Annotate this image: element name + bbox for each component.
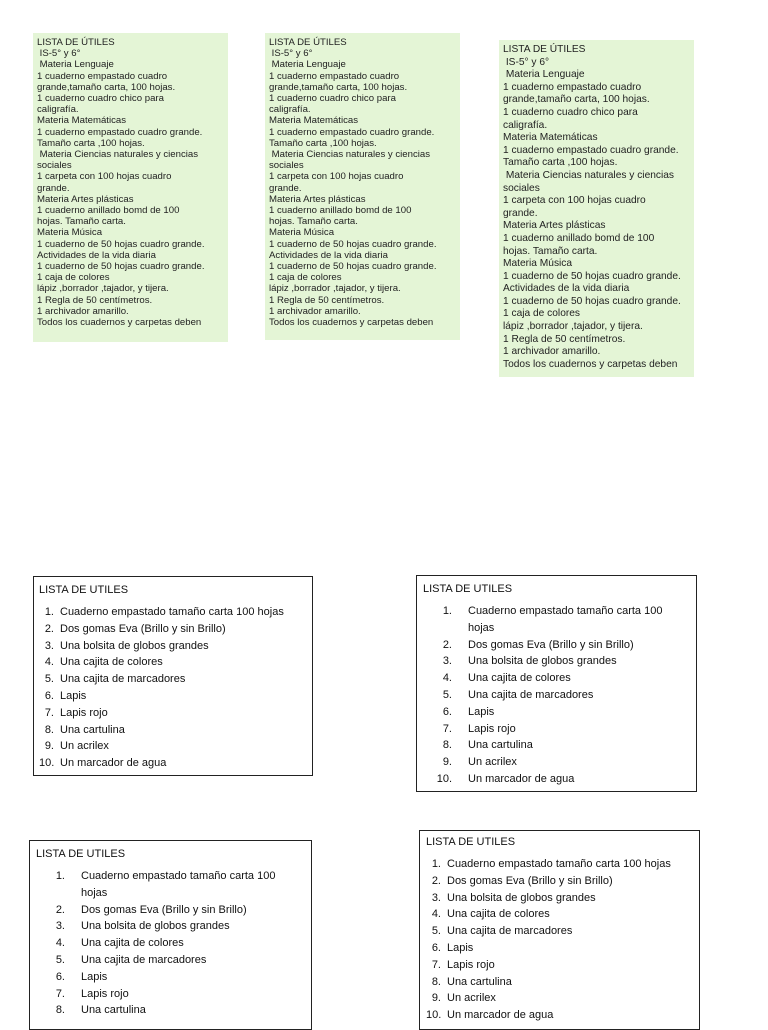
item-number: 10. bbox=[426, 1009, 442, 1022]
item-text: Cuaderno empastado tamaño carta 100 hojas bbox=[60, 606, 284, 618]
item-number: 5. bbox=[442, 688, 452, 701]
list-line: 1 cuaderno de 50 hojas cuadro grande. bbox=[503, 295, 681, 307]
list-line: 1 cuaderno de 50 hojas cuadro grande. bbox=[503, 270, 681, 282]
item-text: Una cajita de colores bbox=[468, 672, 571, 685]
list-item bbox=[48, 918, 311, 935]
list-line: LISTA DE ÚTILES bbox=[37, 37, 115, 48]
list-line: grande. bbox=[37, 182, 70, 194]
list-line: grande,tamaño carta, 100 hojas. bbox=[37, 81, 176, 93]
item-text: Lapis rojo bbox=[60, 706, 108, 719]
supply-list-box-1 bbox=[33, 576, 313, 776]
list-line: 1 Regla de 50 centímetros. bbox=[37, 294, 153, 306]
list-line: 1 cuaderno de 50 hojas cuadro grande. bbox=[37, 238, 205, 250]
item-text: Una cajita de marcadores bbox=[447, 925, 573, 938]
list-line: hojas. Tamaño carta. bbox=[503, 245, 598, 257]
list-line: Materia Ciencias naturales y ciencias bbox=[503, 169, 675, 181]
item-number: 1. bbox=[431, 858, 441, 870]
list-line: Actividades de la vida diaria bbox=[37, 249, 156, 261]
list-item bbox=[39, 688, 312, 705]
list-item bbox=[426, 940, 699, 957]
item-number: 4. bbox=[44, 656, 54, 669]
supply-list-card-green-2 bbox=[265, 33, 460, 340]
item-text: Lapis bbox=[60, 689, 87, 702]
item-number: 1. bbox=[442, 605, 452, 617]
list-line: sociales bbox=[503, 182, 540, 194]
item-number: 2. bbox=[55, 903, 65, 916]
item-number: 6. bbox=[431, 941, 441, 954]
list-line: Materia Ciencias naturales y ciencias bbox=[37, 149, 199, 161]
item-number: 4. bbox=[431, 908, 441, 921]
list-line: Materia Matemáticas bbox=[269, 115, 359, 127]
list-item bbox=[39, 755, 312, 772]
list-line: 1 cuaderno de 50 hojas cuadro grande. bbox=[269, 238, 437, 250]
item-number: 6. bbox=[44, 689, 54, 702]
item-number: 6. bbox=[442, 705, 452, 718]
item-number: 9. bbox=[442, 756, 452, 769]
list-item bbox=[48, 935, 311, 952]
list-line: 1 cuaderno cuadro chico para bbox=[37, 93, 164, 105]
list-line: 1 archivador amarillo. bbox=[269, 305, 361, 317]
list-item bbox=[39, 738, 312, 755]
list-line: Materia Artes plásticas bbox=[37, 193, 134, 205]
item-text: Un marcador de agua bbox=[468, 772, 575, 785]
list-line: 1 cuaderno empastado cuadro bbox=[503, 81, 642, 93]
list-line: 1 Regla de 50 centímetros. bbox=[269, 294, 385, 306]
item-text: Lapis bbox=[468, 705, 495, 718]
list-item bbox=[39, 671, 312, 688]
list-item bbox=[426, 974, 699, 991]
list-line: Materia Música bbox=[269, 227, 335, 239]
list-line: Todos los cuadernos y carpetas deben bbox=[37, 317, 202, 329]
list-line: caligrafía. bbox=[503, 119, 548, 131]
list-line: 1 carpeta con 100 hojas cuadro bbox=[269, 171, 404, 183]
list-line: Materia Matemáticas bbox=[37, 115, 127, 127]
list-line: IS-5° y 6° bbox=[503, 56, 550, 68]
list-line: grande,tamaño carta, 100 hojas. bbox=[503, 94, 650, 106]
list-item bbox=[435, 637, 696, 654]
list-line: grande,tamaño carta, 100 hojas. bbox=[269, 81, 408, 93]
list-line: Materia Lenguaje bbox=[37, 59, 114, 71]
list-item bbox=[435, 771, 696, 788]
item-number: 10. bbox=[39, 757, 55, 770]
list-line: Materia Ciencias naturales y ciencias bbox=[269, 149, 431, 161]
item-number: 2. bbox=[431, 874, 441, 887]
item-number: 3. bbox=[431, 891, 441, 904]
item-text: Una bolsita de globos grandes bbox=[468, 655, 617, 668]
list-line: Materia Música bbox=[503, 258, 573, 270]
item-text: Cuaderno empastado tamaño carta 100 hojas bbox=[81, 870, 276, 899]
list-item bbox=[426, 856, 699, 873]
list-line: Materia Lenguaje bbox=[269, 59, 346, 71]
list-item bbox=[426, 906, 699, 923]
list-line: lápiz ,borrador ,tajador, y tijera. bbox=[269, 283, 401, 295]
list-title: LISTA DE UTILES bbox=[36, 848, 126, 860]
item-text: Dos gomas Eva (Brillo y sin Brillo) bbox=[81, 903, 247, 916]
item-text: Un acrilex bbox=[447, 992, 496, 1005]
list-item bbox=[435, 737, 696, 754]
item-number: 8. bbox=[44, 723, 54, 736]
list-line: Materia Lenguaje bbox=[503, 69, 585, 81]
list-line: Materia Música bbox=[37, 227, 103, 239]
list-line: Actividades de la vida diaria bbox=[503, 283, 630, 295]
item-text: Lapis rojo bbox=[81, 987, 129, 1000]
list-item bbox=[435, 704, 696, 721]
item-text: Una cartulina bbox=[60, 723, 125, 736]
list-item bbox=[426, 923, 699, 940]
list-line: Materia Artes plásticas bbox=[503, 220, 606, 232]
list-item bbox=[426, 990, 699, 1007]
item-text: Cuaderno empastado tamaño carta 100 hojas bbox=[447, 858, 671, 870]
list-title: LISTA DE UTILES bbox=[426, 836, 516, 848]
list-line: 1 cuaderno de 50 hojas cuadro grande. bbox=[269, 261, 437, 273]
item-text: Lapis rojo bbox=[468, 722, 516, 735]
list-item bbox=[426, 1007, 699, 1024]
list-item bbox=[48, 868, 311, 902]
item-text: Una cajita de colores bbox=[60, 656, 163, 669]
list-line: caligrafía. bbox=[37, 104, 79, 116]
item-number: 10. bbox=[436, 772, 452, 785]
list-line: LISTA DE ÚTILES bbox=[269, 37, 347, 48]
item-text: Una cajita de colores bbox=[81, 937, 184, 950]
item-number: 3. bbox=[55, 920, 65, 933]
item-number: 7. bbox=[44, 706, 54, 719]
list-item bbox=[435, 721, 696, 738]
list-line: grande. bbox=[269, 182, 302, 194]
item-number: 2. bbox=[44, 622, 54, 635]
list-line: Todos los cuadernos y carpetas deben bbox=[503, 358, 678, 370]
item-text: Una cartulina bbox=[447, 975, 512, 988]
item-number: 1. bbox=[55, 870, 65, 882]
item-text: Un acrilex bbox=[60, 740, 109, 753]
item-number: 8. bbox=[55, 1004, 65, 1017]
item-text: Cuaderno empastado tamaño carta 100 hojas bbox=[468, 605, 663, 634]
item-number: 5. bbox=[55, 953, 65, 966]
list-line: 1 cuaderno empastado cuadro bbox=[37, 70, 168, 82]
list-line: 1 cuaderno de 50 hojas cuadro grande. bbox=[37, 261, 205, 273]
list-line: IS-5° y 6° bbox=[269, 48, 313, 60]
item-text: Una bolsita de globos grandes bbox=[81, 920, 230, 933]
list-line: Todos los cuadernos y carpetas deben bbox=[269, 317, 434, 329]
supply-list-box-3 bbox=[29, 840, 312, 1030]
list-line: 1 cuaderno anillado bomd de 100 bbox=[503, 232, 655, 244]
list-line: 1 caja de colores bbox=[503, 308, 581, 320]
list-line: Materia Matemáticas bbox=[503, 132, 598, 144]
list-line: 1 cuaderno empastado cuadro grande. bbox=[503, 144, 679, 156]
list-item bbox=[39, 604, 312, 621]
list-item bbox=[426, 957, 699, 974]
item-number: 7. bbox=[55, 987, 65, 1000]
list-line: 1 caja de colores bbox=[269, 272, 342, 284]
list-item bbox=[48, 969, 311, 986]
supply-items bbox=[36, 868, 311, 1019]
item-text: Dos gomas Eva (Brillo y sin Brillo) bbox=[447, 874, 613, 887]
item-text: Una cajita de marcadores bbox=[81, 953, 207, 966]
list-item bbox=[435, 754, 696, 771]
item-number: 9. bbox=[44, 740, 54, 753]
item-text: Una cartulina bbox=[468, 739, 533, 752]
list-line: grande. bbox=[503, 207, 538, 219]
item-text: Una bolsita de globos grandes bbox=[60, 639, 209, 652]
supply-list-card-green-3 bbox=[499, 40, 694, 377]
list-item bbox=[426, 890, 699, 907]
item-text: Una cajita de colores bbox=[447, 908, 550, 921]
list-line: Actividades de la vida diaria bbox=[269, 249, 388, 261]
item-number: 4. bbox=[55, 937, 65, 950]
list-item bbox=[48, 952, 311, 969]
list-line: 1 cuaderno cuadro chico para bbox=[269, 93, 396, 105]
list-line: 1 cuaderno empastado cuadro bbox=[269, 70, 400, 82]
list-line: 1 archivador amarillo. bbox=[503, 346, 601, 358]
item-text: Lapis rojo bbox=[447, 958, 495, 971]
item-number: 7. bbox=[442, 722, 452, 735]
item-number: 1. bbox=[44, 606, 54, 618]
list-line: hojas. Tamaño carta. bbox=[269, 216, 358, 228]
list-item bbox=[48, 1002, 311, 1019]
item-text: Una cajita de marcadores bbox=[468, 688, 594, 701]
list-line: 1 cuaderno anillado bomd de 100 bbox=[37, 205, 180, 217]
item-number: 4. bbox=[442, 672, 452, 685]
list-line: hojas. Tamaño carta. bbox=[37, 216, 126, 228]
item-text: Una cajita de marcadores bbox=[60, 673, 186, 686]
list-line: caligrafía. bbox=[269, 104, 311, 116]
list-line: LISTA DE ÚTILES bbox=[503, 44, 586, 55]
list-line: 1 cuaderno cuadro chico para bbox=[503, 106, 638, 118]
list-item bbox=[39, 722, 312, 739]
list-item bbox=[48, 986, 311, 1003]
list-line: 1 carpeta con 100 hojas cuadro bbox=[503, 195, 646, 207]
item-text: Dos gomas Eva (Brillo y sin Brillo) bbox=[60, 622, 226, 635]
item-number: 5. bbox=[44, 673, 54, 686]
supply-items bbox=[39, 604, 312, 772]
list-item bbox=[48, 902, 311, 919]
supply-list-box-4 bbox=[419, 830, 700, 1030]
list-line: lápiz ,borrador ,tajador, y tijera. bbox=[37, 283, 169, 295]
list-line: Materia Artes plásticas bbox=[269, 193, 366, 205]
list-line: lápiz ,borrador ,tajador, y tijera. bbox=[503, 321, 643, 333]
item-text: Un acrilex bbox=[468, 756, 517, 769]
list-line: 1 caja de colores bbox=[37, 272, 110, 284]
list-line: 1 cuaderno empastado cuadro grande. bbox=[269, 126, 435, 138]
item-number: 6. bbox=[55, 970, 65, 983]
item-number: 9. bbox=[431, 992, 441, 1005]
item-text: Lapis bbox=[447, 941, 474, 954]
list-line: sociales bbox=[269, 160, 304, 172]
supply-list-card-green-1 bbox=[33, 33, 228, 342]
list-line: 1 cuaderno anillado bomd de 100 bbox=[269, 205, 412, 217]
item-text: Una cartulina bbox=[81, 1004, 146, 1017]
list-item bbox=[39, 705, 312, 722]
item-text: Una bolsita de globos grandes bbox=[447, 891, 596, 904]
list-line: 1 cuaderno empastado cuadro grande. bbox=[37, 126, 203, 138]
item-number: 2. bbox=[442, 638, 452, 651]
item-text: Dos gomas Eva (Brillo y sin Brillo) bbox=[468, 638, 634, 651]
item-number: 5. bbox=[431, 925, 441, 938]
list-item bbox=[39, 654, 312, 671]
list-line: IS-5° y 6° bbox=[37, 48, 81, 60]
item-text: Un marcador de agua bbox=[447, 1009, 554, 1022]
item-number: 3. bbox=[44, 639, 54, 652]
list-item bbox=[39, 638, 312, 655]
list-line: 1 Regla de 50 centímetros. bbox=[503, 333, 626, 345]
list-line: Tamaño carta ,100 hojas. bbox=[269, 137, 377, 149]
list-item bbox=[39, 621, 312, 638]
supply-items bbox=[426, 856, 699, 1024]
item-text: Lapis bbox=[81, 970, 108, 983]
list-line: 1 carpeta con 100 hojas cuadro bbox=[37, 171, 172, 183]
item-number: 8. bbox=[431, 975, 441, 988]
list-item bbox=[435, 603, 696, 637]
list-item bbox=[435, 670, 696, 687]
list-item bbox=[426, 873, 699, 890]
item-number: 8. bbox=[442, 739, 452, 752]
list-line: sociales bbox=[37, 160, 72, 172]
list-item bbox=[435, 653, 696, 670]
list-title: LISTA DE UTILES bbox=[39, 584, 129, 596]
list-line: Tamaño carta ,100 hojas. bbox=[503, 157, 618, 169]
list-line: Tamaño carta ,100 hojas. bbox=[37, 137, 145, 149]
item-number: 7. bbox=[431, 958, 441, 971]
list-line: 1 archivador amarillo. bbox=[37, 305, 129, 317]
item-number: 3. bbox=[442, 655, 452, 668]
list-item bbox=[435, 687, 696, 704]
supply-list-box-2 bbox=[416, 575, 697, 792]
supply-items bbox=[423, 603, 696, 788]
list-title: LISTA DE UTILES bbox=[423, 583, 513, 595]
item-text: Un marcador de agua bbox=[60, 757, 167, 770]
